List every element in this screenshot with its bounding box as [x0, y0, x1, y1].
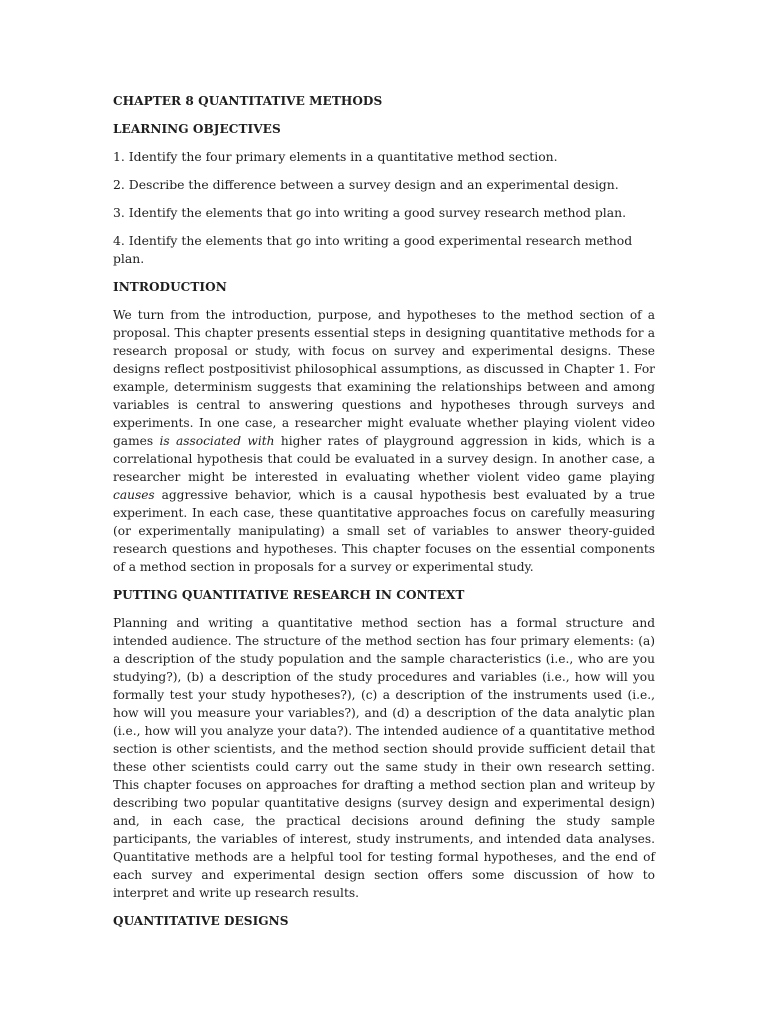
italic-phrase: causes: [113, 488, 155, 502]
context-heading: PUTTING QUANTITATIVE RESEARCH IN CONTEXT: [113, 588, 465, 602]
introduction-heading: INTRODUCTION: [113, 280, 227, 294]
learning-objectives-heading: LEARNING OBJECTIVES: [113, 122, 281, 136]
objective-item: 4. Identify the elements that go into writing a good experimental research method plan.: [113, 233, 633, 266]
objective-item: 3. Identify the elements that go into writing a good survey research method plan.: [113, 205, 627, 220]
chapter-title: CHAPTER 8 QUANTITATIVE METHODS: [113, 94, 383, 108]
italic-phrase: is associated with: [159, 434, 275, 448]
designs-heading: QUANTITATIVE DESIGNS: [113, 914, 289, 928]
introduction-paragraph: We turn from the introduction, purpose, and hypotheses to the method section of a proposal. This chapter presents essential steps in designing quantitative methods for a research proposal or study, with focus on survey and experimental designs. These designs reflect postpositivist philosophical assumptions, as discussed in Chapter 1. For example, determinism suggests that examining the relationships between and among variables is central to answering questions and hypotheses through surveys and experiments. In one case, a researcher might evaluate whether playing violent video games is associated with higher rates of playground aggression in kids, which is a correlational hypothesis that could be evaluated in a survey design. In another case, a researcher might be interested in evaluating whether violent video game playing causes aggressive behavior, which is a causal hypothesis best evaluated by a true experiment. In each case, these quantitative approaches focus on carefully measuring (or experimentally manipulating) a small set of variables to answer theory-guided research questions and hypotheses. This chapter focuses on the essential components of a method section in proposals for a survey or experimental study.: [113, 308, 655, 574]
context-paragraph: Planning and writing a quantitative method section has a formal structure and intended audience. The structure of the method section has four primary elements: (a) a description of the study population and the sample characteristics (i.e., who are you studying?), (b) a description of the study procedures and variables (i.e., how will you formally test your study hypotheses?), (c) a description of the instruments used (i.e., how will you measure your variables?), and (d) a description of the data analytic plan (i.e., how will you analyze your data?). The intended audience of a quantitative method section is other scientists, and the method section should provide sufficient detail that these other scientists could carry out the same study in their own research setting. This chapter focuses on approaches for drafting a method section plan and writeup by describing two popular quantitative designs (survey design and experimental design) and, in each case, the practical decisions around defining the study sample participants, the variables of interest, study instruments, and intended data analyses. Quantitative methods are a helpful tool for testing formal hypotheses, and the end of each survey and experimental design section offers some discussion of how to interpret and write up research results.: [113, 616, 655, 900]
objective-item: 1. Identify the four primary elements in a quantitative method section.: [113, 149, 558, 164]
document-page: [113, 92, 655, 930]
objective-item: 2. Describe the difference between a survey design and an experimental design.: [113, 177, 619, 192]
